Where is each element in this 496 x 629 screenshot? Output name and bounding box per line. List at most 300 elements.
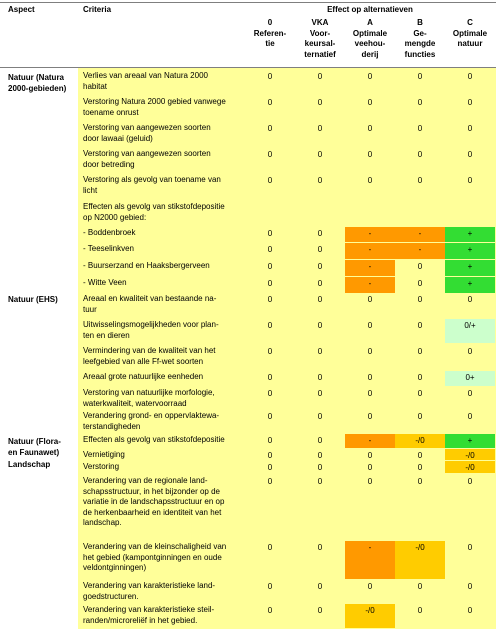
effect-value: 0 bbox=[317, 412, 323, 421]
effect-cell bbox=[395, 174, 445, 198]
effect-value: + bbox=[467, 229, 473, 238]
criteria-line: toename onrust bbox=[83, 107, 139, 117]
effect-cell bbox=[445, 227, 495, 242]
criteria-line: veldontginningen) bbox=[83, 563, 147, 573]
effect-cell bbox=[245, 371, 295, 386]
criteria-line: Verstoring van aangewezen soorten bbox=[83, 149, 211, 158]
effect-cell bbox=[295, 293, 345, 317]
criteria-text bbox=[83, 175, 221, 196]
criteria-line: tuur bbox=[83, 304, 97, 314]
column-header-line: 0 bbox=[267, 18, 273, 27]
effect-cell bbox=[295, 70, 345, 94]
effect-cell bbox=[395, 387, 445, 411]
effect-cell bbox=[445, 604, 495, 628]
effect-value: 0 bbox=[467, 543, 473, 552]
criteria-text bbox=[83, 71, 208, 92]
effect-cell bbox=[245, 580, 295, 602]
criteria-line: - Teeselinkven bbox=[83, 244, 134, 253]
effect-value: 0 bbox=[317, 150, 323, 159]
effect-value: -/0 bbox=[365, 606, 375, 615]
effect-value: 0 bbox=[417, 150, 423, 159]
effect-cell bbox=[245, 345, 295, 369]
effect-value: 0 bbox=[267, 477, 273, 486]
effect-value: 0 bbox=[267, 463, 273, 472]
criteria-line: de herkenbaarheid en identiteit van het bbox=[83, 507, 222, 517]
effect-value: 0 bbox=[367, 412, 373, 421]
effect-cell bbox=[295, 371, 345, 386]
effect-value: 0 bbox=[317, 229, 323, 238]
effect-value: 0 bbox=[367, 373, 373, 382]
effect-cell bbox=[395, 580, 445, 602]
effect-value: -/0 bbox=[465, 451, 475, 460]
effect-cell bbox=[445, 434, 495, 448]
aspect-line: Landschap bbox=[8, 460, 51, 469]
criteria-line: Areaal grote natuurlijke eenheden bbox=[83, 372, 204, 381]
effect-value: 0 bbox=[367, 98, 373, 107]
effect-value: 0 bbox=[267, 347, 273, 356]
criteria-line: variatie in de landschapsstructuur en op bbox=[83, 497, 225, 507]
effect-cell bbox=[295, 410, 345, 434]
effect-cell bbox=[245, 541, 295, 579]
column-header-line: functies bbox=[404, 49, 436, 59]
column-header-line: tie bbox=[265, 39, 275, 49]
effect-value: 0 bbox=[417, 321, 423, 330]
criteria-line: leefgebied van alle Ff-wet soorten bbox=[83, 356, 204, 366]
criteria-line: habitat bbox=[83, 81, 108, 91]
effect-cell bbox=[445, 319, 495, 343]
criteria-line: Effecten als gevolg van stikstofdepositie bbox=[83, 435, 225, 444]
effect-value: 0 bbox=[367, 72, 373, 81]
effect-cell bbox=[295, 475, 345, 539]
effect-value: - bbox=[368, 279, 372, 288]
effect-cell bbox=[345, 604, 395, 628]
column-header-line: C bbox=[467, 18, 473, 27]
effect-value: 0 bbox=[367, 389, 373, 398]
effect-value: 0 bbox=[317, 606, 323, 615]
effect-cell bbox=[295, 604, 345, 628]
column-header bbox=[295, 18, 345, 60]
effect-cell bbox=[345, 449, 395, 460]
effect-cell bbox=[295, 277, 345, 293]
effect-cell bbox=[445, 449, 495, 460]
criteria-text bbox=[83, 97, 226, 118]
effect-cell bbox=[245, 461, 295, 473]
column-header-line: derij bbox=[361, 49, 379, 59]
effect-cell bbox=[395, 541, 445, 579]
criteria-line: - Buurserzand en Haaksbergerveen bbox=[83, 261, 210, 270]
effect-value bbox=[345, 201, 395, 226]
effect-cell bbox=[445, 148, 495, 172]
effect-value: 0 bbox=[267, 245, 273, 254]
effect-cell bbox=[395, 70, 445, 94]
effect-value: 0 bbox=[467, 72, 473, 81]
effect-value: 0 bbox=[267, 582, 273, 591]
effect-cell bbox=[245, 243, 295, 259]
effect-cell bbox=[345, 293, 395, 317]
criteria-line: Vermindering van de kwaliteit van het bbox=[83, 346, 216, 355]
effect-cell bbox=[295, 96, 345, 120]
criteria-text bbox=[83, 542, 226, 574]
effect-cell bbox=[395, 260, 445, 276]
effect-cell bbox=[295, 201, 345, 225]
effect-cell bbox=[395, 604, 445, 628]
effect-value: 0 bbox=[417, 412, 423, 421]
effect-value: 0 bbox=[367, 347, 373, 356]
effect-cell bbox=[395, 277, 445, 293]
effect-value bbox=[395, 201, 445, 226]
criteria-line: landschap. bbox=[83, 518, 122, 528]
criteria-text bbox=[83, 202, 225, 223]
column-header-line: keursal- bbox=[304, 39, 336, 49]
effect-value: 0 bbox=[467, 412, 473, 421]
column-header bbox=[395, 18, 445, 60]
effect-value: + bbox=[467, 436, 473, 445]
criteria-text bbox=[83, 476, 224, 529]
column-header bbox=[345, 18, 395, 60]
effect-value: 0 bbox=[417, 606, 423, 615]
criteria-line: door lawaai (geluid) bbox=[83, 133, 153, 143]
effect-value: 0 bbox=[417, 373, 423, 382]
effect-value: 0 bbox=[317, 98, 323, 107]
effect-cell bbox=[395, 148, 445, 172]
effect-cell bbox=[345, 148, 395, 172]
criteria-text bbox=[83, 411, 219, 432]
effect-value: 0 bbox=[467, 124, 473, 133]
effect-cell bbox=[445, 96, 495, 120]
effect-value: 0 bbox=[467, 176, 473, 185]
effect-cell bbox=[395, 345, 445, 369]
effect-value: 0 bbox=[317, 176, 323, 185]
effect-value: 0 bbox=[267, 279, 273, 288]
effect-cell bbox=[345, 434, 395, 448]
criteria-text bbox=[83, 346, 216, 367]
effect-value: + bbox=[467, 279, 473, 288]
effect-value: 0 bbox=[467, 389, 473, 398]
criteria-line: door betreding bbox=[83, 159, 135, 169]
effect-value: 0 bbox=[317, 295, 323, 304]
effect-value: 0 bbox=[317, 124, 323, 133]
effect-value: 0 bbox=[317, 279, 323, 288]
effect-value: 0 bbox=[467, 606, 473, 615]
effect-value: 0 bbox=[417, 295, 423, 304]
effect-cell bbox=[295, 174, 345, 198]
effect-cell bbox=[245, 475, 295, 539]
effect-value: 0 bbox=[317, 463, 323, 472]
effect-cell bbox=[395, 461, 445, 473]
effect-value: -/0 bbox=[465, 463, 475, 472]
criteria-text bbox=[83, 228, 135, 239]
effect-value: - bbox=[418, 245, 422, 254]
effect-cell bbox=[345, 371, 395, 386]
effect-value: - bbox=[368, 262, 372, 271]
effect-cell bbox=[395, 96, 445, 120]
effect-value: 0 bbox=[267, 262, 273, 271]
column-header-line: natuur bbox=[457, 39, 483, 49]
effect-value: 0 bbox=[417, 463, 423, 472]
effect-value: 0 bbox=[317, 262, 323, 271]
effect-cell bbox=[445, 580, 495, 602]
effect-value: -/0 bbox=[415, 543, 425, 552]
effect-cell bbox=[245, 201, 295, 225]
column-header-line: Optimale bbox=[352, 28, 388, 38]
criteria-line: Verlies van areaal van Natura 2000 bbox=[83, 71, 208, 80]
effect-cell bbox=[345, 387, 395, 411]
effect-cell bbox=[345, 260, 395, 276]
effect-value: 0 bbox=[417, 176, 423, 185]
effect-value: 0 bbox=[267, 229, 273, 238]
effect-value: 0 bbox=[317, 451, 323, 460]
effect-cell bbox=[395, 243, 445, 259]
effect-cell bbox=[395, 293, 445, 317]
effect-value: - bbox=[368, 229, 372, 238]
criteria-text bbox=[83, 320, 219, 341]
effect-value: 0 bbox=[317, 72, 323, 81]
effect-value: 0 bbox=[367, 321, 373, 330]
effect-cell bbox=[445, 541, 495, 579]
effect-cell bbox=[445, 461, 495, 473]
effect-cell bbox=[245, 604, 295, 628]
aspect-landschap bbox=[8, 460, 50, 471]
aspect-line: Natuur (EHS) bbox=[8, 295, 58, 304]
effect-value: 0 bbox=[417, 347, 423, 356]
effect-value: 0 bbox=[417, 279, 423, 288]
criteria-line: randen/microreliëf in het gebied. bbox=[83, 615, 198, 625]
effect-cell bbox=[445, 371, 495, 386]
criteria-line: - Witte Veen bbox=[83, 278, 127, 287]
criteria-line: Verandering van de regionale land- bbox=[83, 476, 208, 485]
effect-cell bbox=[295, 461, 345, 473]
criteria-line: Verstoring van aangewezen soorten bbox=[83, 123, 211, 132]
effect-cell bbox=[245, 96, 295, 120]
effect-value: 0 bbox=[417, 582, 423, 591]
effect-value: 0 bbox=[267, 321, 273, 330]
effect-cell bbox=[445, 122, 495, 146]
criteria-line: Verstoring bbox=[83, 462, 120, 471]
effect-value: 0 bbox=[267, 72, 273, 81]
column-header-line: veehou- bbox=[354, 39, 386, 49]
aspect-line: en Faunawet) bbox=[8, 447, 60, 457]
effect-value: 0 bbox=[317, 389, 323, 398]
criteria-line: Verandering van karakteristieke land- bbox=[83, 581, 216, 590]
effect-value: 0 bbox=[467, 98, 473, 107]
effect-value: 0 bbox=[367, 463, 373, 472]
criteria-line: goedstructuren. bbox=[83, 591, 139, 601]
effect-value: 0 bbox=[367, 582, 373, 591]
effect-value: - bbox=[418, 229, 422, 238]
aspect-ehs bbox=[8, 295, 58, 306]
effect-cell bbox=[245, 122, 295, 146]
effect-cell bbox=[395, 227, 445, 242]
effect-value: 0 bbox=[267, 150, 273, 159]
effect-cell bbox=[345, 201, 395, 225]
effect-cell bbox=[245, 434, 295, 448]
effect-cell bbox=[345, 122, 395, 146]
effect-value: 0 bbox=[267, 389, 273, 398]
effect-cell bbox=[245, 293, 295, 317]
effect-cell bbox=[445, 174, 495, 198]
effect-value: 0 bbox=[267, 295, 273, 304]
effect-value: 0 bbox=[267, 98, 273, 107]
effect-cell bbox=[445, 387, 495, 411]
criteria-text bbox=[83, 372, 203, 383]
column-header-line: VKA bbox=[311, 18, 329, 27]
effect-value: 0 bbox=[417, 98, 423, 107]
criteria-line: Vernietiging bbox=[83, 450, 125, 459]
effect-cell bbox=[395, 122, 445, 146]
effect-cell bbox=[345, 243, 395, 259]
effect-cell bbox=[445, 475, 495, 539]
criteria-text bbox=[83, 294, 216, 315]
effect-cell bbox=[245, 277, 295, 293]
column-header-line: Voor- bbox=[309, 28, 331, 38]
criteria-text bbox=[83, 605, 214, 626]
effect-value: 0 bbox=[367, 477, 373, 486]
effect-value bbox=[445, 201, 495, 226]
effect-cell bbox=[395, 449, 445, 460]
effect-value: 0 bbox=[267, 124, 273, 133]
effect-cell bbox=[445, 70, 495, 94]
criteria-line: licht bbox=[83, 185, 98, 195]
header-effect-title: Effect op alternatieven bbox=[327, 5, 413, 14]
criteria-line: - Boddenbroek bbox=[83, 228, 136, 237]
effect-value: - bbox=[368, 543, 372, 552]
column-header-line: Referen- bbox=[253, 28, 287, 38]
effect-cell bbox=[295, 449, 345, 460]
effect-value: 0/+ bbox=[464, 321, 476, 330]
effect-cell bbox=[445, 243, 495, 259]
effect-value: 0 bbox=[467, 295, 473, 304]
effect-cell bbox=[245, 319, 295, 343]
column-header bbox=[245, 18, 295, 60]
criteria-line: het gebied (kampontginningen en oude bbox=[83, 552, 222, 562]
effect-cell bbox=[295, 345, 345, 369]
criteria-text bbox=[83, 123, 211, 144]
effect-cell bbox=[345, 227, 395, 242]
effect-value: 0 bbox=[317, 373, 323, 382]
effect-value: 0 bbox=[317, 321, 323, 330]
effect-cell bbox=[295, 319, 345, 343]
aspect-column bbox=[0, 68, 78, 629]
effect-value bbox=[295, 201, 345, 226]
effect-value: 0 bbox=[317, 582, 323, 591]
effect-cell bbox=[295, 122, 345, 146]
effect-cell bbox=[345, 541, 395, 579]
effect-value: 0 bbox=[417, 451, 423, 460]
column-header-line: A bbox=[367, 18, 373, 27]
effect-value: 0 bbox=[367, 295, 373, 304]
effect-value: 0 bbox=[367, 150, 373, 159]
aspect-line: Natuur (Flora- bbox=[8, 437, 61, 446]
effect-cell bbox=[395, 475, 445, 539]
effect-cell bbox=[395, 410, 445, 434]
effect-value: 0 bbox=[467, 477, 473, 486]
criteria-line: schapsstructuur, in het bijzonder op de bbox=[83, 486, 220, 496]
column-header bbox=[445, 18, 495, 60]
effect-cell bbox=[245, 174, 295, 198]
effect-value: 0 bbox=[467, 582, 473, 591]
effect-cell bbox=[445, 345, 495, 369]
effect-cell bbox=[245, 148, 295, 172]
criteria-text bbox=[83, 388, 215, 409]
criteria-text bbox=[83, 462, 119, 473]
criteria-text bbox=[83, 261, 210, 272]
effect-cell bbox=[445, 410, 495, 434]
criteria-line: Verstoring Natura 2000 gebied vanwege bbox=[83, 97, 226, 106]
effect-cell bbox=[295, 148, 345, 172]
effect-cell bbox=[295, 387, 345, 411]
effect-cell bbox=[345, 475, 395, 539]
effect-cell bbox=[245, 449, 295, 460]
column-header-line: Ge- bbox=[413, 28, 427, 38]
criteria-line: Areaal en kwaliteit van bestaande na- bbox=[83, 294, 217, 303]
effect-cell bbox=[445, 201, 495, 225]
effect-value: 0 bbox=[367, 451, 373, 460]
effect-value: 0 bbox=[417, 72, 423, 81]
effect-value: 0 bbox=[317, 543, 323, 552]
effect-value: -/0 bbox=[415, 436, 425, 445]
effect-cell bbox=[345, 174, 395, 198]
criteria-text bbox=[83, 278, 127, 289]
aspect-flora-fauna bbox=[8, 437, 61, 458]
effect-cell bbox=[295, 243, 345, 259]
criteria-line: ten en dieren bbox=[83, 330, 130, 340]
effect-value: 0 bbox=[317, 347, 323, 356]
column-header-line bbox=[445, 50, 495, 61]
effect-value: 0 bbox=[267, 606, 273, 615]
effect-cell bbox=[445, 260, 495, 276]
column-header-line: Optimale bbox=[452, 28, 488, 38]
column-header-line: B bbox=[417, 18, 423, 27]
effect-value: - bbox=[368, 436, 372, 445]
effect-value: 0 bbox=[417, 262, 423, 271]
effect-cell bbox=[445, 277, 495, 293]
effect-cell bbox=[395, 371, 445, 386]
criteria-text bbox=[83, 450, 125, 461]
header-top-rule bbox=[0, 2, 496, 3]
criteria-text bbox=[83, 581, 215, 602]
criteria-line: Uitwisselingsmogelijkheden voor plan- bbox=[83, 320, 219, 329]
effect-value: 0 bbox=[317, 477, 323, 486]
header-aspect: Aspect bbox=[8, 5, 35, 14]
effect-cell bbox=[345, 96, 395, 120]
effect-cell bbox=[295, 434, 345, 448]
criteria-line: Verstoring van natuurlijke morfologie, bbox=[83, 388, 215, 397]
effect-value: 0 bbox=[317, 436, 323, 445]
criteria-text bbox=[83, 435, 225, 446]
effect-cell bbox=[295, 227, 345, 242]
effect-value: 0 bbox=[417, 477, 423, 486]
effect-cell bbox=[245, 387, 295, 411]
effect-value: 0 bbox=[267, 436, 273, 445]
criteria-line: terstandigheden bbox=[83, 421, 141, 431]
effect-value: 0 bbox=[267, 451, 273, 460]
aspect-line: Natuur (Natura bbox=[8, 73, 65, 82]
header-criteria: Criteria bbox=[83, 5, 112, 14]
aspect-natura2000 bbox=[8, 73, 66, 94]
aspect-line: 2000-gebieden) bbox=[8, 83, 67, 93]
effect-cell bbox=[395, 434, 445, 448]
effect-value: + bbox=[467, 262, 473, 271]
column-header-line: ternatief bbox=[304, 49, 336, 59]
effect-cell bbox=[345, 70, 395, 94]
effect-value: 0+ bbox=[465, 373, 475, 382]
effect-value: 0 bbox=[317, 245, 323, 254]
effect-cell bbox=[245, 260, 295, 276]
effect-value bbox=[245, 201, 295, 226]
effect-cell bbox=[295, 580, 345, 602]
effect-cell bbox=[345, 319, 395, 343]
effect-cell bbox=[345, 277, 395, 293]
